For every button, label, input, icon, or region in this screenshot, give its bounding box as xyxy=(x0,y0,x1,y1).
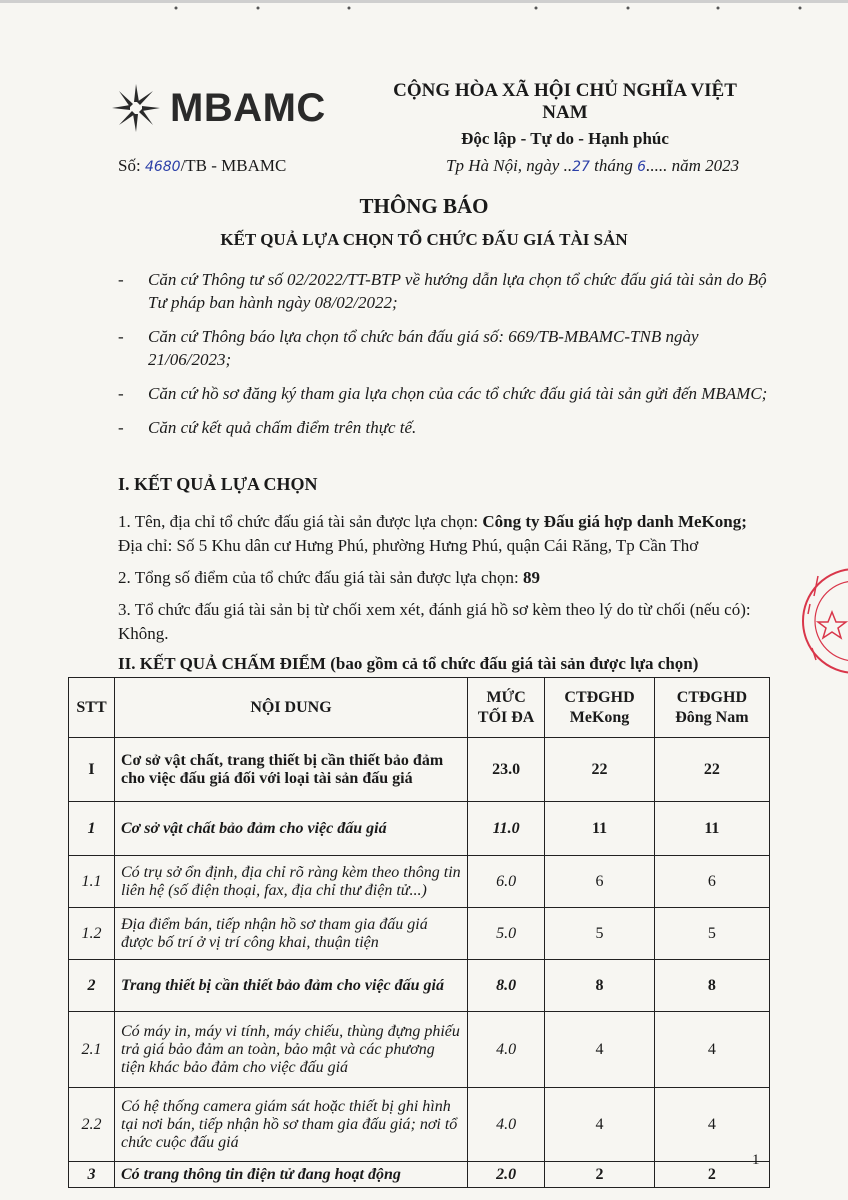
cell-stt: 2.1 xyxy=(69,1012,115,1088)
rejected-orgs-paragraph: 3. Tổ chức đấu giá tài sản bị từ chối xem xét, đánh giá hồ sơ kèm theo lý do từ chối (nếu có): Không. xyxy=(118,600,751,643)
cell-mekong: 4 xyxy=(545,1088,655,1162)
document-date xyxy=(446,156,739,176)
cell-stt: 2 xyxy=(69,960,115,1012)
col-header-dongnam: CTĐGHD Đông Nam xyxy=(654,678,769,738)
cell-content: Cơ sở vật chất, trang thiết bị cần thiết bảo đảm cho việc đấu giá đối với loại tài sản đấu giá xyxy=(115,738,468,802)
table-row xyxy=(69,856,770,908)
scoring-table xyxy=(68,677,770,1188)
cell-max: 5.0 xyxy=(468,908,545,960)
cell-dongnam: 22 xyxy=(654,738,769,802)
cell-dongnam: 4 xyxy=(654,1012,769,1088)
ref-suffix: /TB - MBAMC xyxy=(180,156,287,175)
mbamc-logo xyxy=(108,80,326,136)
legal-basis-item: - Căn cứ Thông tư số 02/2022/TT-BTP về hướng dẫn lựa chọn tổ chức đấu giá tài sản do Bộ Tư pháp ban hành ngày 08/02/2022; xyxy=(118,270,767,312)
total-score-paragraph xyxy=(118,566,768,590)
cell-mekong: 22 xyxy=(545,738,655,802)
legal-basis-item: - Căn cứ Thông báo lựa chọn tổ chức bán đấu giá số: 669/TB-MBAMC-TNB ngày 21/06/2023; xyxy=(118,327,699,369)
table-row xyxy=(69,1012,770,1088)
cell-stt: 3 xyxy=(69,1162,115,1188)
logo-text: MBAMC xyxy=(170,85,326,130)
table-header-row xyxy=(69,678,770,738)
section2-heading xyxy=(118,654,698,674)
cell-stt: I xyxy=(69,738,115,802)
cell-content: Có trụ sở ổn định, địa chỉ rõ ràng kèm theo thông tin liên hệ (số điện thoại, fax, địa chỉ thư điện tử...) xyxy=(115,856,468,908)
col-header-mekong: CTĐGHD MeKong xyxy=(545,678,655,738)
table-row xyxy=(69,1162,770,1188)
table-row xyxy=(69,802,770,856)
legal-bases-list xyxy=(118,268,768,450)
cell-stt: 1.2 xyxy=(69,908,115,960)
cell-content: Trang thiết bị cần thiết bảo đảm cho việc đấu giá xyxy=(115,960,468,1012)
section2-note: (bao gồm cả tổ chức đấu giá tài sản được lựa chọn) xyxy=(325,654,699,673)
date-mid: tháng xyxy=(589,156,638,175)
cell-mekong: 5 xyxy=(545,908,655,960)
legal-basis-text: Căn cứ Thông báo lựa chọn tổ chức bán đấu giá số: 669/TB-MBAMC-TNB ngày 21/06/2023; xyxy=(148,327,699,369)
date-month-handwritten: 6 xyxy=(637,159,647,175)
cell-content: Có hệ thống camera giám sát hoặc thiết bị ghi hình tại nơi bán, tiếp nhận hồ sơ tham gia đấu giá; nơi tổ chức cuộc đấu giá xyxy=(115,1088,468,1162)
document-reference xyxy=(118,156,286,176)
selected-org-label: 1. Tên, địa chỉ tổ chức đấu giá tài sản được lựa chọn: xyxy=(118,512,483,531)
ref-prefix: Số: xyxy=(118,156,145,175)
section2-title: II. KẾT QUẢ CHẤM ĐIỂM xyxy=(118,654,326,673)
cell-mekong: 4 xyxy=(545,1012,655,1088)
page-number: 1 xyxy=(752,1152,760,1168)
date-day-handwritten: 27 xyxy=(572,159,590,175)
cell-dongnam: 2 xyxy=(654,1162,769,1188)
cell-max: 23.0 xyxy=(468,738,545,802)
red-seal-stamp xyxy=(800,556,848,686)
cell-content: Có trang thông tin điện tử đang hoạt động xyxy=(115,1162,468,1188)
cell-max: 8.0 xyxy=(468,960,545,1012)
table-row xyxy=(69,1088,770,1162)
date-suffix: ..... năm 2023 xyxy=(646,156,740,175)
nation-name: CỘNG HÒA XÃ HỘI CHỦ NGHĨA VIỆT NAM xyxy=(393,80,737,123)
table-row xyxy=(69,738,770,802)
cell-dongnam: 4 xyxy=(654,1088,769,1162)
mbamc-star-icon xyxy=(108,80,164,136)
cell-mekong: 2 xyxy=(545,1162,655,1188)
cell-content: Có máy in, máy vi tính, máy chiếu, thùng đựng phiếu trả giá bảo đảm an toàn, bảo mật và các phương tiện khác bảo đảm cho việc đấu giá xyxy=(115,1012,468,1088)
cell-mekong: 8 xyxy=(545,960,655,1012)
legal-basis-item: - Căn cứ kết quả chấm điểm trên thực tế. xyxy=(118,418,417,437)
date-prefix: Tp Hà Nội, ngày .. xyxy=(446,156,573,175)
cell-max: 4.0 xyxy=(468,1088,545,1162)
scan-edge-marks xyxy=(0,0,848,14)
cell-dongnam: 11 xyxy=(654,802,769,856)
cell-stt: 1.1 xyxy=(69,856,115,908)
cell-max: 4.0 xyxy=(468,1012,545,1088)
cell-dongnam: 6 xyxy=(654,856,769,908)
cell-stt: 1 xyxy=(69,802,115,856)
selected-org-paragraph xyxy=(118,510,768,558)
cell-max: 6.0 xyxy=(468,856,545,908)
cell-content: Địa điểm bán, tiếp nhận hồ sơ tham gia đấu giá được bố trí ở vị trí công khai, thuận tiện xyxy=(115,908,468,960)
national-header xyxy=(370,80,760,149)
nation-motto: Độc lập - Tự do - Hạnh phúc xyxy=(461,129,669,148)
cell-stt: 2.2 xyxy=(69,1088,115,1162)
document-title: THÔNG BÁO xyxy=(359,194,489,218)
table-row xyxy=(69,960,770,1012)
selected-org-address: Địa chỉ: Số 5 Khu dân cư Hưng Phú, phường Hưng Phú, quận Cái Răng, Tp Cần Thơ xyxy=(118,536,699,555)
col-header-stt: STT xyxy=(69,678,115,738)
section1-heading: I. KẾT QUẢ LỰA CHỌN xyxy=(118,474,318,494)
cell-mekong: 11 xyxy=(545,802,655,856)
selected-org-name: Công ty Đấu giá hợp danh MeKong; xyxy=(482,512,747,531)
cell-max: 2.0 xyxy=(468,1162,545,1188)
total-score-label: 2. Tổng số điểm của tổ chức đấu giá tài sản được lựa chọn: xyxy=(118,568,524,587)
legal-basis-text: Căn cứ Thông tư số 02/2022/TT-BTP về hướng dẫn lựa chọn tổ chức đấu giá tài sản do Bộ Tư pháp ban hành ngày 08/02/2022; xyxy=(148,270,767,312)
legal-basis-item: - Căn cứ hồ sơ đăng ký tham gia lựa chọn của các tổ chức đấu giá tài sản gửi đến MBAMC; xyxy=(118,384,768,403)
cell-max: 11.0 xyxy=(468,802,545,856)
table-row xyxy=(69,908,770,960)
col-header-content: NỘI DUNG xyxy=(115,678,468,738)
ref-handwritten-number: 4680 xyxy=(144,159,181,175)
cell-dongnam: 8 xyxy=(654,960,769,1012)
legal-basis-text: Căn cứ hồ sơ đăng ký tham gia lựa chọn của các tổ chức đấu giá tài sản gửi đến MBAMC; xyxy=(148,384,768,403)
legal-basis-text: Căn cứ kết quả chấm điểm trên thực tế. xyxy=(148,418,417,437)
cell-mekong: 6 xyxy=(545,856,655,908)
total-score-value: 89 xyxy=(523,568,541,587)
cell-content: Cơ sở vật chất bảo đảm cho việc đấu giá xyxy=(115,802,468,856)
document-subtitle: KẾT QUẢ LỰA CHỌN TỔ CHỨC ĐẤU GIÁ TÀI SẢN xyxy=(220,230,628,249)
cell-dongnam: 5 xyxy=(654,908,769,960)
col-header-max: MỨC TỐI ĐA xyxy=(468,678,545,738)
